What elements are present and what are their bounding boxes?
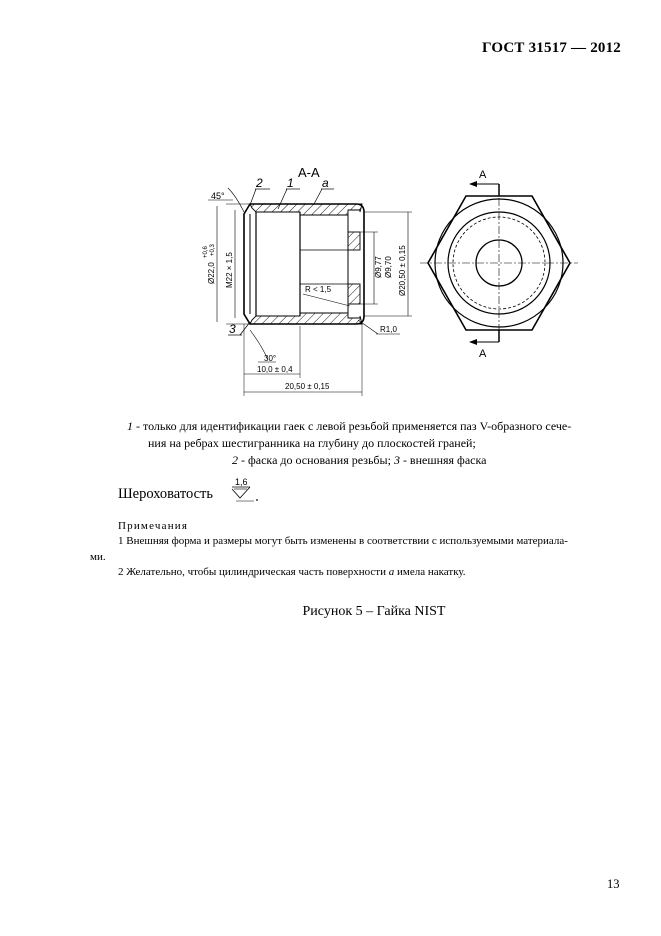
note-1: 1 Внешняя форма и размеры могут быть изменены в соответствии с используемыми материала- — [118, 535, 568, 547]
legend-text-3: - внешняя фаска — [399, 453, 487, 467]
dim-outer-diam-tol-lower: +0,3 — [210, 244, 216, 256]
top-wall-hatch — [250, 204, 362, 215]
figure-caption: Рисунок 5 – Гайка NIST — [302, 604, 446, 619]
legend-num-3: 3 — [393, 453, 400, 467]
dim-outer-diam-tol-upper: +0,6 — [203, 246, 209, 258]
dim-thread-length: 10,0 ± 0,4 — [257, 365, 293, 374]
dim-bore-1: Ø9,77 — [374, 256, 383, 278]
callout-3: 3 — [229, 322, 236, 336]
dim-hex-width: Ø20,50 ± 0,15 — [398, 245, 407, 296]
note-1-cont: ми. — [90, 551, 106, 563]
note-2-var: a — [388, 566, 395, 578]
callout-2: 2 — [256, 176, 263, 190]
view-label-bottom: А — [479, 348, 487, 360]
upper-end-hatch — [348, 232, 360, 250]
dim-bore-2: Ø9,70 — [384, 256, 393, 278]
legend-text-2: - фаска до основания резьбы; — [238, 453, 394, 467]
callout-1: 1 — [287, 176, 294, 190]
legend-num-2: 2 — [232, 453, 238, 467]
note-2 — [118, 564, 466, 580]
legend-text-1-cont: ния на ребрах шестигранника на глубину до плоскостей граней; — [148, 436, 476, 450]
roughness-label: Шероховатость — [118, 486, 214, 502]
standard-header: ГОСТ 31517 — 2012 — [481, 40, 621, 56]
note-2-pre: 2 Желательно, чтобы цилиндрическая часть поверхности — [118, 566, 389, 578]
dim-thread: M22 × 1,5 — [225, 252, 234, 288]
outer-contour — [244, 204, 364, 324]
page-number: 13 — [607, 877, 620, 891]
section-view — [203, 165, 412, 396]
angle-30: 30° — [264, 354, 277, 363]
legend-num-1: 1 — [127, 419, 133, 433]
notes-title: Примечания — [118, 520, 189, 532]
section-label: А-А — [298, 165, 320, 180]
technical-drawing — [0, 0, 661, 420]
lower-end-hatch — [348, 284, 360, 304]
angle-45: 45° — [211, 191, 225, 201]
legend-line-1 — [127, 418, 571, 435]
dim-radius-outer: R1,0 — [380, 325, 397, 334]
legend-line-2 — [232, 452, 486, 469]
note-2-post: имела накатку. — [394, 566, 466, 578]
dim-total-length: 20,50 ± 0,15 — [285, 382, 330, 391]
callout-a: a — [322, 176, 329, 190]
end-view — [420, 169, 578, 360]
bottom-wall-hatch — [250, 313, 362, 324]
roughness-value: 1,6 — [235, 477, 248, 487]
dim-radius-inner: R < 1,5 — [305, 285, 332, 294]
view-label-top: А — [479, 169, 487, 181]
roughness-symbol — [228, 475, 268, 503]
legend-text-1: - только для идентификации гаек с левой резьбой применяется паз V-образного сече- — [133, 419, 572, 433]
dim-outer-diam: Ø22,0 — [207, 262, 216, 284]
